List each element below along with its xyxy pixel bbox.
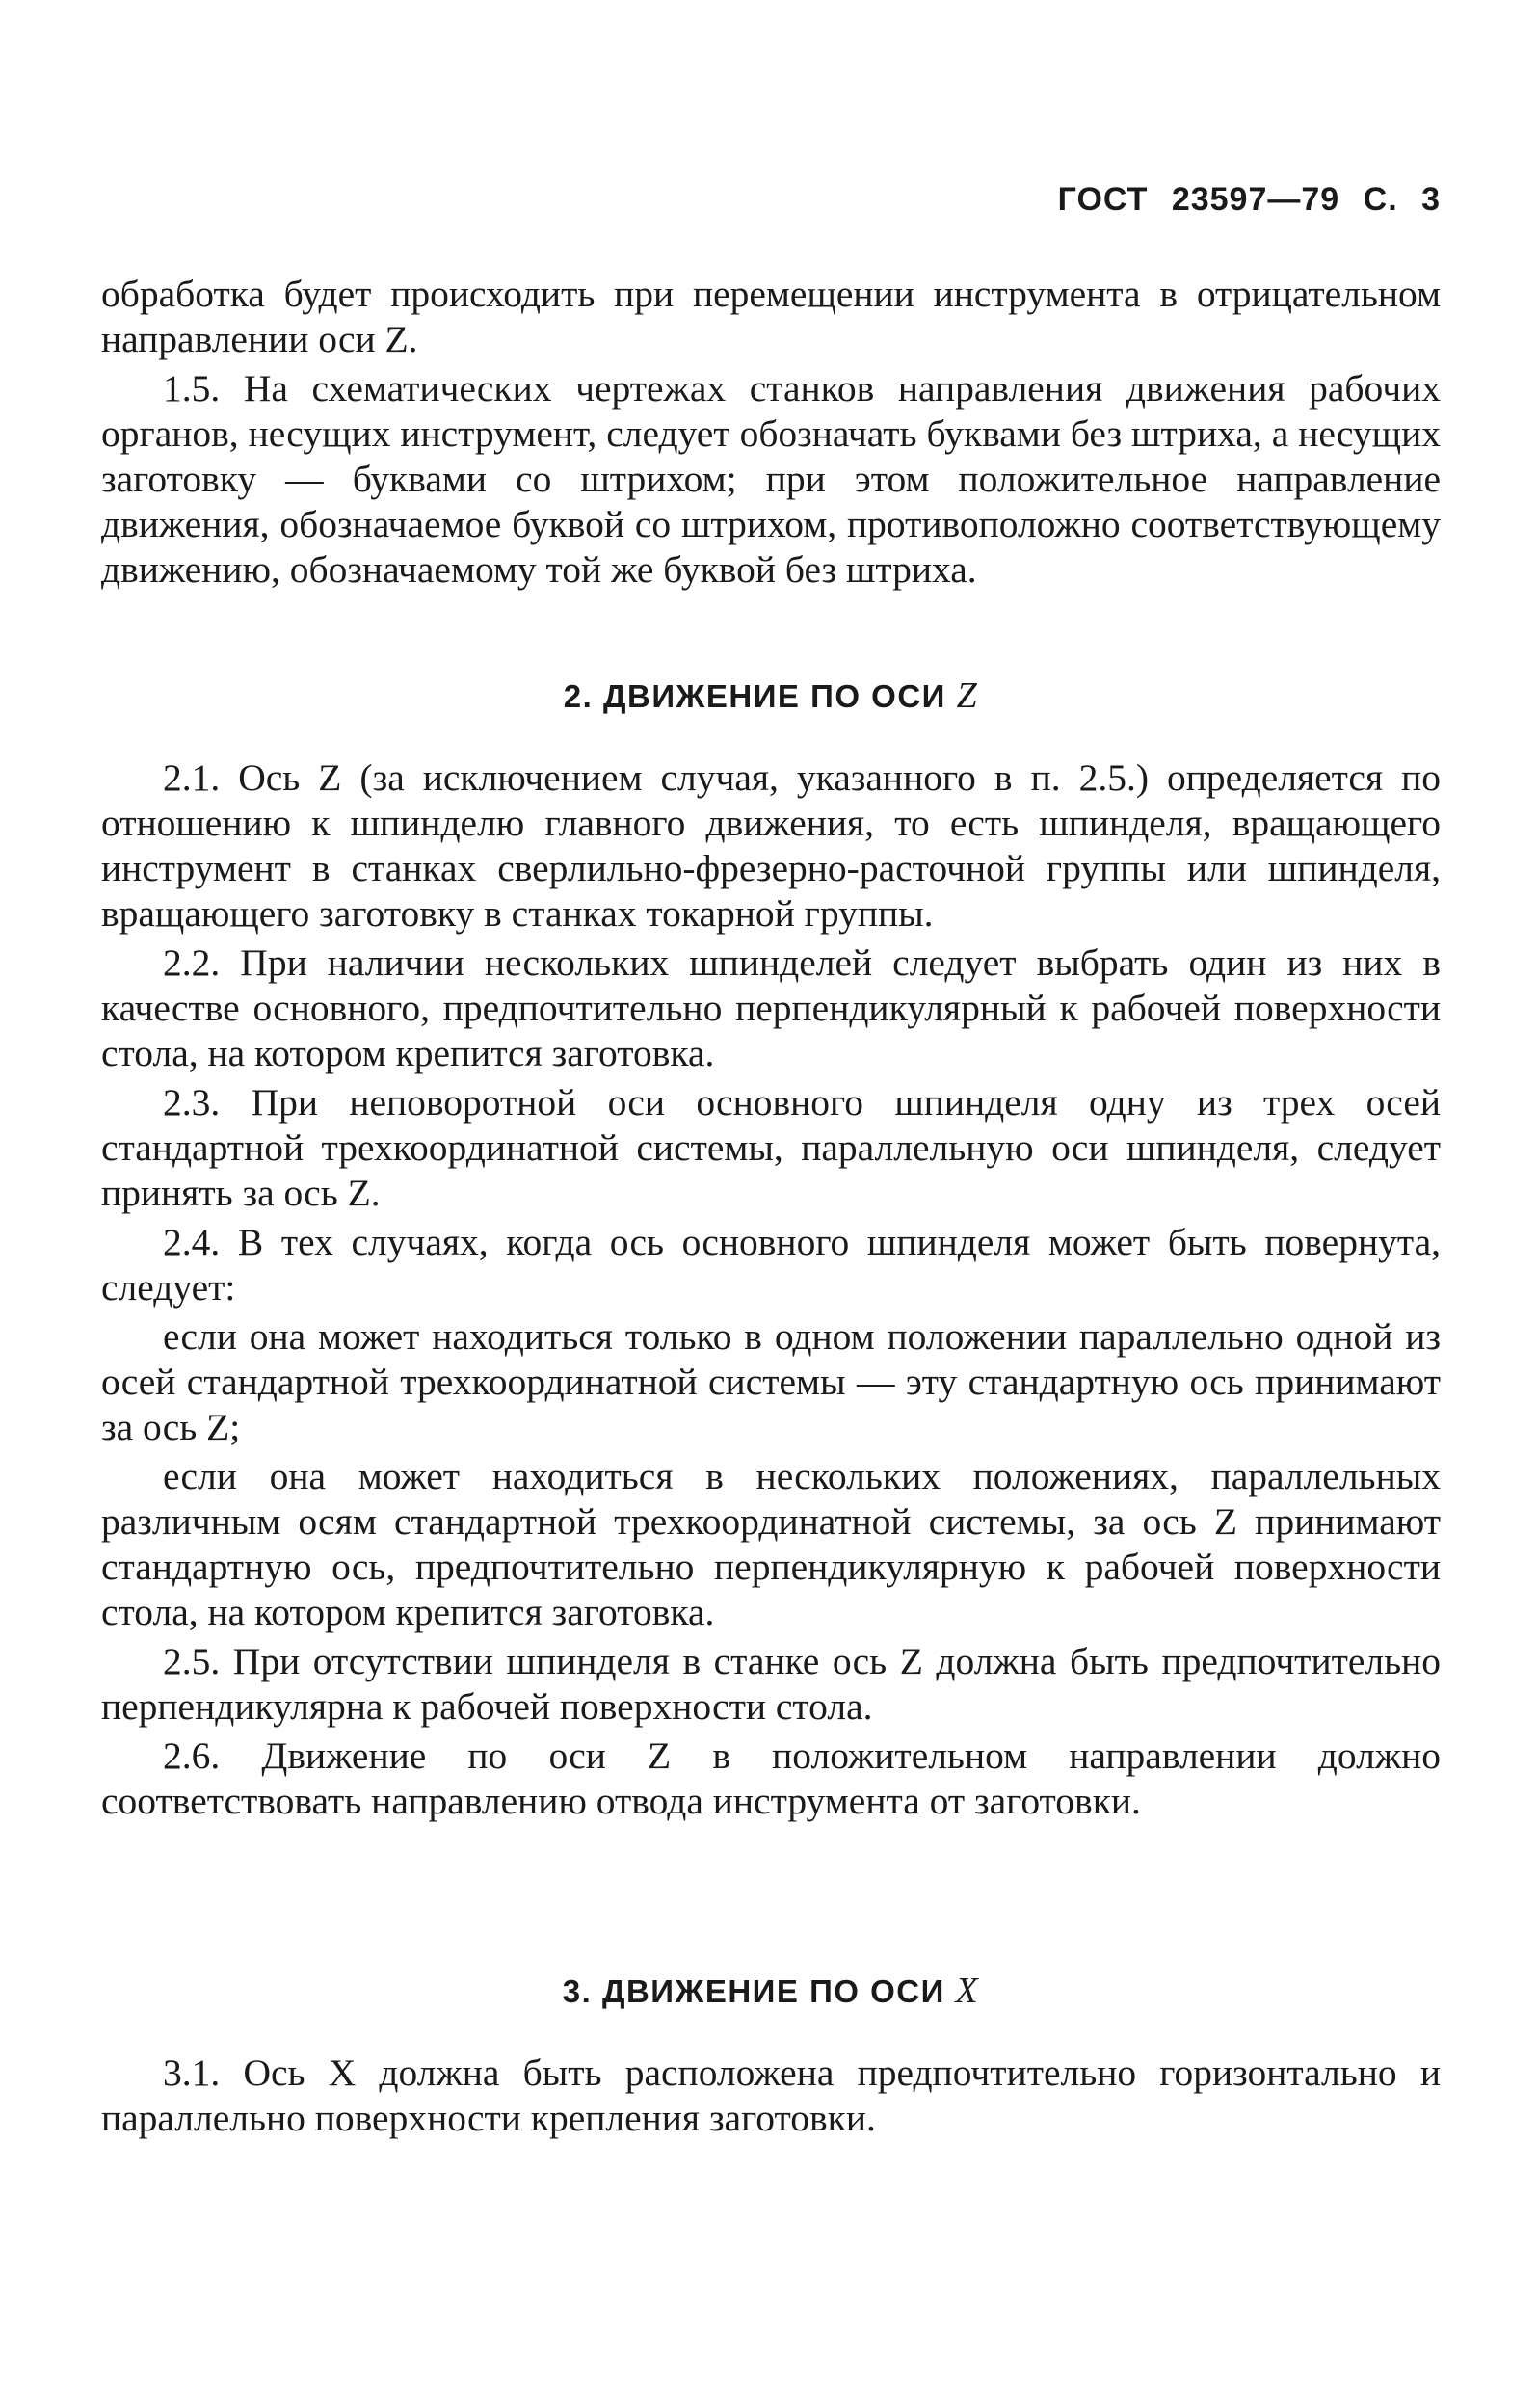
section-3-heading [101,1970,1441,2012]
section-2-title: ДВИЖЕНИЕ ПО ОСИ [602,678,946,714]
paragraph-2-4-case-2: если она может находиться в нескольких положениях, параллельных различным осям стандартной трехкоординатной системы, за ось Z принимают стандартную ось, предпочтительно перпендикулярную к рабочей поверхности стола, на котором крепится заготовка. [101,1455,1441,1633]
section-2-number: 2. [563,678,594,714]
paragraph-2-3: 2.3. При неповоротной оси основного шпинделя одну из трех осей стандартной трехкоординатной системы, параллельную оси шпинделя, следует принять за ось Z. [101,1081,1441,1214]
paragraph-2-4-case-1: если она может находиться только в одном положении параллельно одной из осей стандартной трехкоординатной системы — эту стандартную ось принимают за ось Z; [101,1315,1441,1448]
section-3-axis: X [955,1971,980,2011]
section-3-body [101,2051,1441,2145]
page-header [1058,181,1441,219]
section-2-body [101,755,1441,1828]
paragraph-2-5: 2.5. При отсутствии шпинделя в станке ось Z должна быть предпочтительно перпендикулярна к рабочей поверхности стола. [101,1640,1441,1728]
document-number: ГОСТ 23597—79 [1057,181,1340,218]
page-number: С. 3 [1363,181,1441,218]
paragraph-1-5: 1.5. На схематических чертежах станков направления движения рабочих органов, несущих инструмент, следует обозначать буквами без штриха, а несущих заготовку — буквами со штрихом; при этом положительное направление движения, обозначаемое буквой со штрихом, противоположно соответствующему движению, обозначаемому той же буквой без штриха. [101,367,1441,591]
section-2-heading [101,675,1441,717]
section-3-number: 3. [562,1973,593,2009]
paragraph-3-1: 3.1. Ось X должна быть расположена предпочтительно горизонтально и параллельно поверхности крепления заготовки. [101,2051,1441,2139]
paragraph-2-4: 2.4. В тех случаях, когда ось основного шпинделя может быть повернута, следует: [101,1221,1441,1309]
section-2-axis: Z [956,675,979,716]
paragraph-2-1: 2.1. Ось Z (за исключением случая, указанного в п. 2.5.) определяется по отношению к шпинделю главного движения, то есть шпинделя, вращающего инструмент в станках сверлильно-фрезерно-расточной группы или шпинделя, вращающего заготовку в станках токарной группы. [101,756,1441,935]
paragraph-continuation: обработка будет происходить при перемещении инструмента в отрицательном направлении оси Z. [101,273,1441,360]
paragraph-2-2: 2.2. При наличии нескольких шпинделей следует выбрать один из них в качестве основного, предпочтительно перпендикулярный к рабочей поверхности стола, на котором крепится заготовка. [101,941,1441,1074]
intro-block [101,272,1441,596]
section-3-title: ДВИЖЕНИЕ ПО ОСИ [601,1973,945,2009]
paragraph-2-6: 2.6. Движение по оси Z в положительном направлении должно соответствовать направлению отвода инструмента от заготовки. [101,1734,1441,1822]
